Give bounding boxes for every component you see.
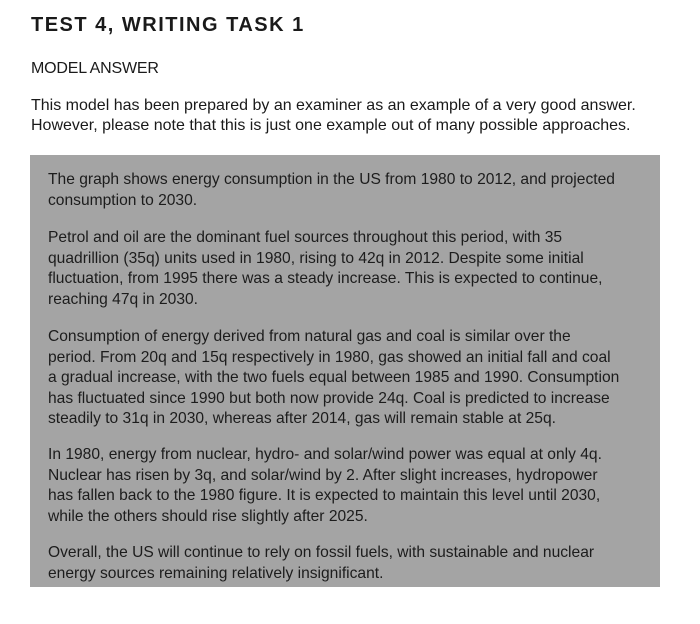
intro-line: However, please note that this is just one example out of many possible approaches.	[31, 117, 631, 134]
answer-paragraph-3	[48, 327, 648, 430]
answer-line: a gradual increase, with the two fuels equal between 1985 and 1990. Consumption	[48, 369, 620, 386]
answer-line: period. From 20q and 15q respectively in 1980, gas showed an initial fall and coal	[48, 348, 611, 366]
answer-line: quadrillion (35q) units used in 1980, rising to 42q in 2012. Despite some initial	[48, 249, 584, 267]
answer-line: Overall, the US will continue to rely on fossil fuels, with sustainable and nuclear	[48, 544, 595, 561]
answer-line: while the others should rise slightly after 2025.	[48, 507, 368, 525]
answer-line: has fallen back to the 1980 figure. It is expected to maintain this level until 2030,	[48, 487, 601, 504]
answer-line: fluctuation, from 1995 there was a steady increase. This is expected to continue,	[48, 270, 603, 287]
answer-paragraph-1	[48, 170, 648, 211]
answer-line: steadily to 31q in 2030, whereas after 2014, gas will remain stable at 25q.	[48, 410, 556, 427]
page-title: TEST 4, WRITING TASK 1	[31, 14, 305, 36]
answer-line: The graph shows energy consumption in the US from 1980 to 2012, and projected	[48, 171, 615, 188]
answer-paragraph-5	[48, 543, 648, 584]
answer-line: consumption to 2030.	[48, 191, 198, 209]
page-subtitle: MODEL ANSWER	[31, 60, 159, 77]
answer-paragraph-4	[48, 445, 648, 527]
answer-line: reaching 47q in 2030.	[48, 290, 198, 308]
answer-line: Consumption of energy derived from natural gas and coal is similar over the	[48, 328, 571, 345]
answer-line: In 1980, energy from nuclear, hydro- and solar/wind power was equal at only 4q.	[48, 446, 602, 463]
answer-paragraph-2	[48, 228, 648, 310]
answer-line: Petrol and oil are the dominant fuel sources throughout this period, with 35	[48, 229, 563, 246]
intro-paragraph	[31, 96, 681, 136]
answer-line: energy sources remaining relatively insignificant.	[48, 564, 384, 582]
answer-line: Nuclear has risen by 3q, and solar/wind by 2. After slight increases, hydropower	[48, 466, 598, 484]
intro-line: This model has been prepared by an examiner as an example of a very good answer.	[31, 97, 636, 114]
model-answer-box	[30, 155, 660, 587]
answer-line: has fluctuated since 1990 but both now provide 24q. Coal is predicted to increase	[48, 389, 610, 407]
